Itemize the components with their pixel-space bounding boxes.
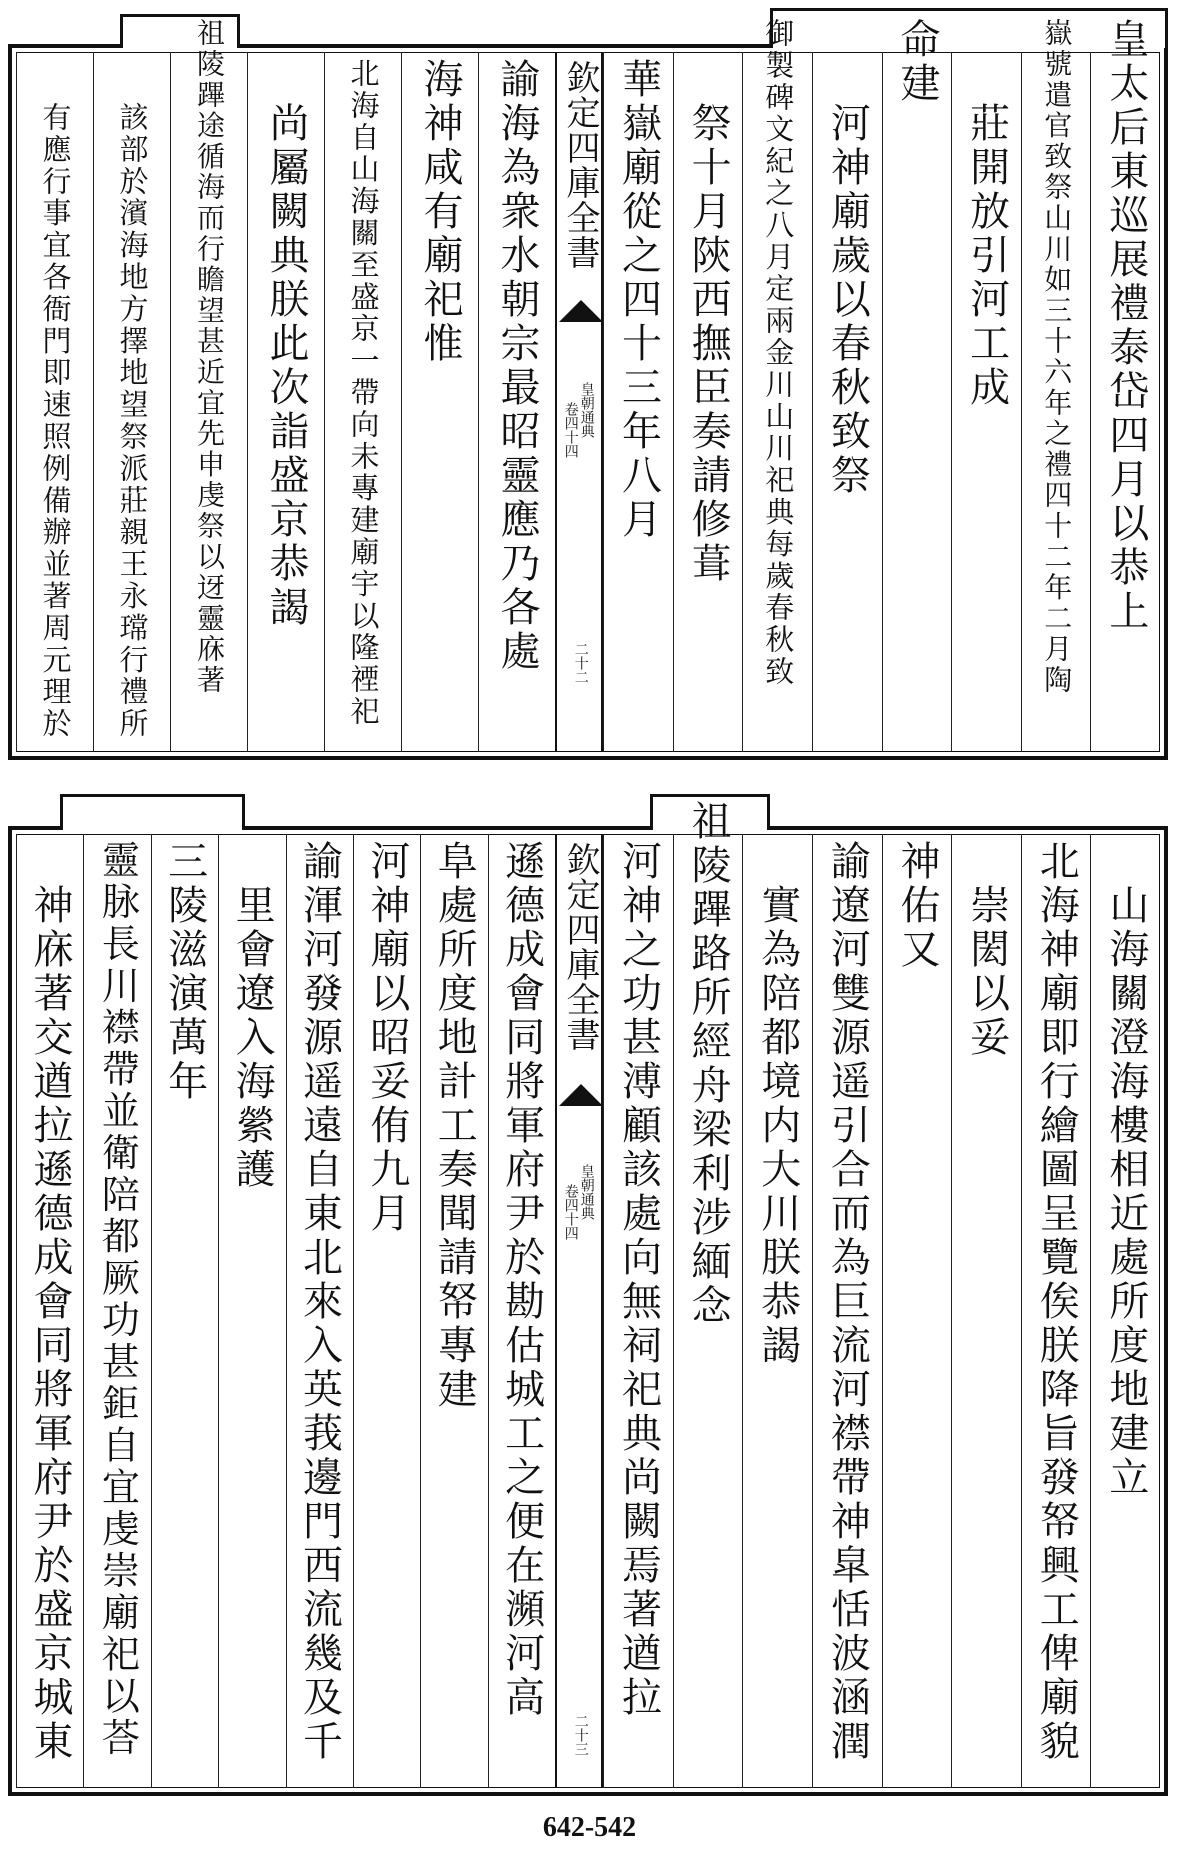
bottom-column-body: 靈脉長川襟帶並衛陪都厥功甚鉅自宜虔崇廟祀以荅 xyxy=(95,840,140,1760)
top-spine-volume: 卷四十四 xyxy=(562,402,579,458)
top-column-body: 建 xyxy=(894,62,940,106)
bottom-spine-book: 皇朝通典 xyxy=(578,1164,595,1220)
bottom-column xyxy=(882,834,952,1788)
top-column xyxy=(401,52,478,752)
top-raised-heading: 皇太后東巡展禮 xyxy=(1102,18,1149,326)
top-column-text xyxy=(346,58,381,728)
top-spine-page: 二十二 xyxy=(572,642,589,684)
bottom-column xyxy=(420,834,487,1788)
bottom-column-body: 河神廟以昭妥侑九月 xyxy=(363,840,410,1236)
bottom-column xyxy=(488,834,555,1788)
bottom-fish-tail-mark xyxy=(559,1084,603,1106)
top-column-text xyxy=(38,58,73,740)
bottom-column xyxy=(951,834,1021,1788)
top-raised-heading: 命 xyxy=(894,18,940,62)
bottom-column-body: 阜處所度地計工奏聞請帑專建 xyxy=(431,840,478,1412)
bottom-column xyxy=(603,834,673,1788)
bottom-column xyxy=(16,834,83,1788)
top-raised-heading: 嶽 xyxy=(1040,18,1074,49)
top-column-body: 陵蹕途循海而行瞻望甚近宜先申虔祭以迓靈庥著 xyxy=(193,48,226,696)
top-column-text xyxy=(417,58,463,366)
top-column-text xyxy=(963,58,1010,410)
top-column xyxy=(16,52,93,752)
bottom-column-text xyxy=(824,840,871,1764)
bottom-column xyxy=(1090,834,1160,1788)
top-column-text xyxy=(761,18,796,688)
top-column xyxy=(247,52,324,752)
top-column-text xyxy=(193,18,226,696)
top-column-body: 泰岱四月以恭上 xyxy=(1102,326,1149,634)
top-column-text xyxy=(494,58,540,674)
top-column-text xyxy=(1102,18,1149,634)
top-column-body: 河神廟歲以春秋致祭 xyxy=(824,102,871,498)
bottom-column-body: 河神之功甚溥顧該處向無祠祀典尚闕焉著遒拉 xyxy=(615,840,662,1720)
top-column-body: 祭十月陝西撫臣奏請修葺 xyxy=(685,102,732,586)
top-column-body: 海神咸有廟祀惟 xyxy=(417,58,463,366)
bottom-column-text xyxy=(229,840,276,1192)
bottom-column-body: 實為陪都境内大川朕恭謁 xyxy=(754,884,801,1368)
top-fish-tail-mark xyxy=(559,300,603,322)
top-column-body: 有應行事宜各衙門即速照例備辦並著周元理於 xyxy=(38,102,73,740)
bottom-column xyxy=(151,834,218,1788)
top-column-text xyxy=(685,58,732,586)
bottom-column-body: 北海神廟即行繪圖呈覽俟朕降旨發帑興工俾廟貌 xyxy=(1033,840,1080,1764)
bottom-column-body: 神庥著交遒拉遜德成會同將軍府尹於盛京城東 xyxy=(27,884,73,1764)
bottom-page xyxy=(0,790,1179,1802)
bottom-column-body: 神佑又 xyxy=(894,840,940,972)
bottom-column xyxy=(353,834,420,1788)
top-column xyxy=(742,18,812,752)
bottom-column-text xyxy=(363,840,410,1236)
top-column-body: 莊開放引河工成 xyxy=(963,102,1010,410)
bottom-column-body: 諭渾河發源遥遠自東北來入英莪邊門西流幾及千 xyxy=(296,840,343,1764)
top-column xyxy=(1021,18,1091,752)
bottom-spine-page: 二十三 xyxy=(572,1714,589,1756)
top-column xyxy=(170,18,247,752)
top-column xyxy=(324,52,401,752)
top-raised-heading: 御 xyxy=(761,18,796,50)
bottom-spine-title: 欽定四庫全書 xyxy=(560,842,600,1052)
top-column xyxy=(1090,18,1160,752)
bottom-spine xyxy=(555,834,603,1788)
bottom-column-body: 山海關澄海樓相近處所度地建立 xyxy=(1102,884,1149,1500)
top-spine-book: 皇朝通典 xyxy=(578,382,595,438)
top-column-text xyxy=(615,58,662,542)
bottom-column-text xyxy=(615,840,662,1720)
bottom-column xyxy=(83,834,150,1788)
bottom-column-text xyxy=(498,840,545,1720)
bottom-column-text xyxy=(1033,840,1080,1764)
bottom-column-body: 三陵滋演萬年 xyxy=(161,840,208,1104)
top-column xyxy=(951,52,1021,752)
top-column-body: 製碑文紀之八月定兩金川山川祀典每歲春秋致 xyxy=(761,49,796,688)
top-column-body: 諭海為衆水朝宗最昭靈應乃各處 xyxy=(494,58,540,674)
top-column-body: 華嶽廟從之四十三年八月 xyxy=(615,58,662,542)
top-column xyxy=(93,52,170,752)
bottom-column-text xyxy=(894,840,940,972)
bottom-header-tab-left xyxy=(60,794,245,830)
bottom-column xyxy=(286,834,353,1788)
top-column xyxy=(478,52,555,752)
bottom-column xyxy=(1021,834,1091,1788)
top-raised-heading: 祖 xyxy=(193,18,226,49)
bottom-column-body: 陵蹕路所經舟梁利涉緬念 xyxy=(685,844,732,1328)
bottom-column-text xyxy=(161,840,208,1104)
top-column-text xyxy=(824,58,871,498)
top-column-body: 北海自山海關至盛京一帶向未專建廟宇以隆禋祀 xyxy=(346,58,381,728)
top-column-body: 尚屬闕典朕此次詣盛京恭謁 xyxy=(263,102,309,630)
top-page xyxy=(0,0,1179,770)
bottom-column-body: 崇閎以妥 xyxy=(963,884,1010,1060)
top-spine xyxy=(555,52,603,752)
top-column-text xyxy=(1040,18,1074,696)
bottom-column-text xyxy=(431,840,478,1412)
top-spine-title: 欽定四庫全書 xyxy=(560,60,600,270)
page-number: 642-542 xyxy=(542,1812,637,1843)
top-column xyxy=(882,18,952,752)
bottom-column-text xyxy=(754,840,801,1368)
bottom-column-text xyxy=(296,840,343,1764)
bottom-column-text xyxy=(685,800,732,1328)
top-column-text xyxy=(115,58,150,740)
top-column xyxy=(812,52,882,752)
bottom-column xyxy=(812,834,882,1788)
bottom-column-body: 遜德成會同將軍府尹於勘估城工之便在瀕河高 xyxy=(498,840,545,1720)
bottom-column-text xyxy=(1102,840,1149,1500)
top-column-text xyxy=(263,58,309,630)
top-column-body: 該部於濱海地方擇地望祭派莊親王永瑺行禮所 xyxy=(115,102,150,740)
top-column xyxy=(673,52,743,752)
top-column xyxy=(603,52,673,752)
bottom-column-text xyxy=(95,840,140,1760)
top-column-text xyxy=(894,18,940,106)
bottom-column xyxy=(673,800,743,1788)
bottom-column xyxy=(742,834,812,1788)
bottom-column-text xyxy=(27,840,73,1764)
bottom-raised-heading: 祖 xyxy=(685,800,732,844)
bottom-spine-volume: 卷四十四 xyxy=(562,1184,579,1240)
bottom-column-body: 諭遼河雙源遥引合而為巨流河襟帶神皐恬波涵潤 xyxy=(824,840,871,1764)
bottom-column-text xyxy=(963,840,1010,1060)
bottom-column xyxy=(218,834,285,1788)
bottom-column-body: 里會遼入海縈護 xyxy=(229,884,276,1192)
top-column-body: 號遣官致祭山川如三十六年之禮四十二年二月陶 xyxy=(1040,48,1074,696)
